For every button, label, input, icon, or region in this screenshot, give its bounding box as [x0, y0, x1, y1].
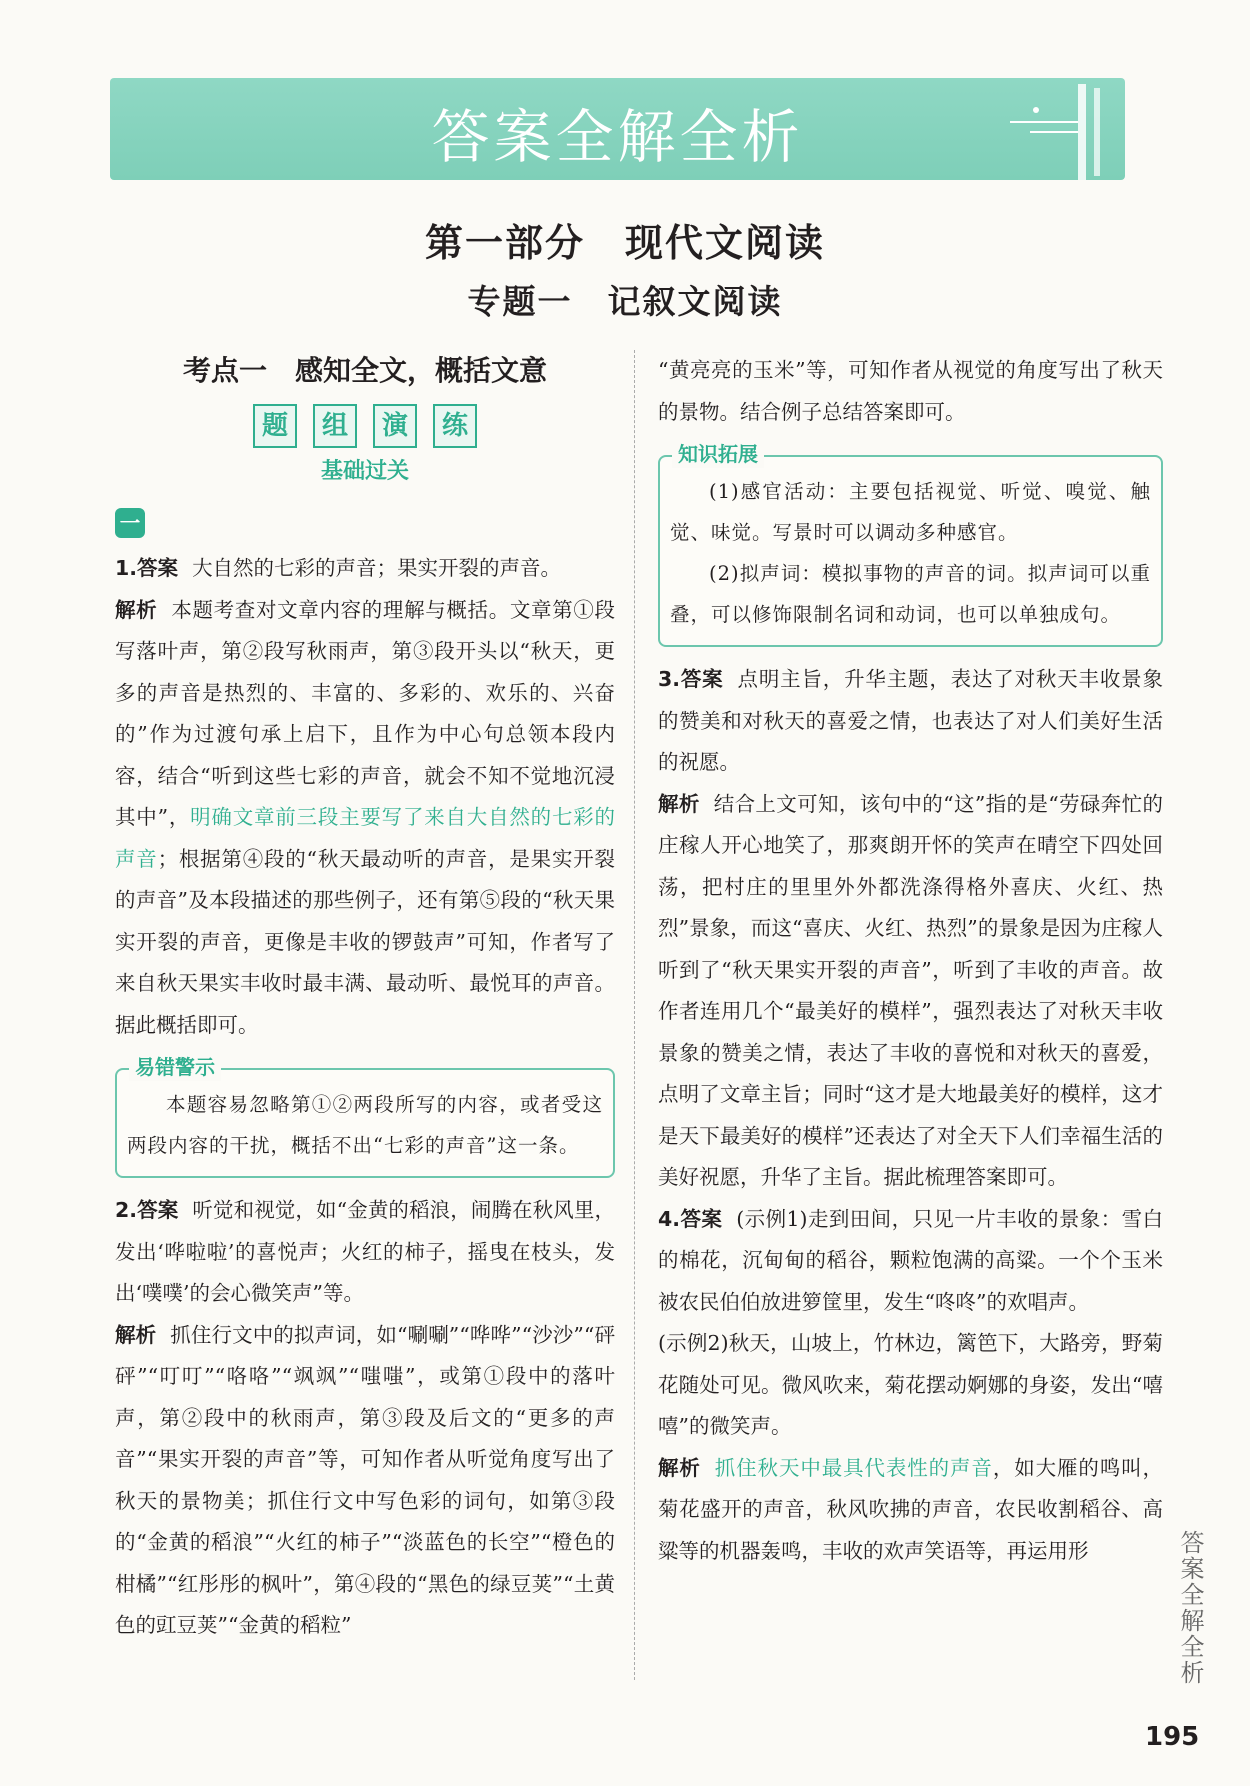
knowledge-item: (1)感官活动：主要包括视觉、听觉、嗅觉、触觉、味觉。写景时可以调动多种感官。 — [670, 480, 1151, 544]
q3-label: 3.答案 — [658, 667, 724, 691]
left-column — [115, 350, 615, 1647]
knowledge-tag: 知识拓展 — [672, 440, 764, 468]
group-char: 组 — [313, 404, 357, 448]
q4-label: 4.答案 — [658, 1206, 723, 1231]
q2-analysis-continued: “黄亮亮的玉米”等，可知作者从视觉的角度写出了秋天的景物。结合例子总结答案即可。 — [658, 358, 1163, 424]
bamboo-decoration-icon — [1000, 82, 1120, 182]
right-column — [658, 350, 1163, 1572]
page-number: 195 — [1145, 1722, 1200, 1752]
highlight-text: 抓住秋天中最具代表性的声音 — [714, 1455, 993, 1480]
highlight-text: 明确文章前三段主要写了来自大自然的七彩的声音 — [115, 805, 616, 871]
analysis-label: 解析 — [115, 597, 158, 622]
group-char: 题 — [253, 404, 297, 448]
q4-answer-example2: (示例2)秋天，山坡上，竹林边，篱笆下，大路旁，野菊花随处可见。微风吹来，菊花摆动婀娜的身姿，发出“嘻嘻”的微笑声。 — [658, 1331, 1163, 1438]
q1-label: 1.答案 — [115, 556, 179, 580]
group-practice-badge — [115, 404, 615, 448]
q3-answer: 3.答案 点明主旨，升华主题，表达了对秋天丰收景象的赞美和对秋天的喜爱之情，也表达了对人们美好生活的祝愿。 — [658, 667, 1163, 774]
basic-level-heading: 基础过关 — [320, 459, 409, 484]
banner-title: 答案全解全析 — [431, 103, 804, 171]
q1-answer: 1.答案 大自然的七彩的声音；果实开裂的声音。 — [115, 556, 562, 580]
q4-analysis: 解析 抓住秋天中最具代表性的声音，如大雁的鸣叫，菊花盛开的声音，秋风吹拂的声音，农民收割稻谷、高粱等的机器轰鸣，丰收的欢声笑语等，再运用形 — [658, 1455, 1164, 1563]
warning-text: 本题容易忽略第①②两段所写的内容，或者受这两段内容的干扰，概括不出“七彩的声音”这一条。 — [127, 1093, 603, 1157]
q1-analysis: 解析 本题考查对文章内容的理解与概括。文章第①段写落叶声，第②段写秋雨声，第③段开头以“秋天，更多的声音是热烈的、丰富的、多彩的、欢乐的、兴奋的”作为过渡句承上启下，且作为中心句总领本段内容，结合“听到这些七彩的声音，就会不知不觉地沉浸其中”，明确文章前三段主要写了来自大自然的七彩的声音；根据第④段的“秋天最动听的声音，是果实开裂的声音”及本段描述的那些例子，还有第⑤段的“秋天果实开裂的声音，更像是丰收的锣鼓声”可知，作者写了来自秋天果实丰收时最丰满、最动听、最悦耳的声音。据此概括即可。 — [115, 597, 616, 1037]
q2-answer: 2.答案 听觉和视觉，如“金黄的稻浪，闹腾在秋风里，发出‘哗啦啦’的喜悦声；火红的柿子，摇曳在枝头，发出‘噗噗’的会心微笑声”等。 — [115, 1198, 615, 1305]
warning-tag: 易错警示 — [129, 1053, 221, 1081]
analysis-label: 解析 — [115, 1322, 157, 1347]
group-char: 演 — [373, 404, 417, 448]
knowledge-box — [658, 442, 1163, 647]
q4-answer: 4.答案 (示例1)走到田间，只见一片丰收的景象：雪白的棉花，沉甸甸的稻谷，颗粒饱满的高粱。一个个玉米被农民伯伯放进箩筐里，发生“咚咚”的欢唱声。 — [658, 1206, 1163, 1314]
warning-box — [115, 1055, 615, 1178]
q3-analysis: 解析 结合上文可知，该句中的“这”指的是“劳碌奔忙的庄稼人开心地笑了，那爽朗开怀的笑声在晴空下四处回荡，把村庄的里里外外都洗涤得格外喜庆、火红、热烈”景象，而这“喜庆、火红、热烈”的景象是因为庄稼人听到了“秋天果实开裂的声音”，听到了丰收的声音。故作者连用几个“最美好的模样”，强烈表达了对秋天丰收景象的赞美之情，表达了丰收的喜悦和对秋天的喜爱，点明了文章主旨；同时“这才是大地最美好的模样，这才是天下最美好的模样”还表达了对全天下人们幸福生活的美好祝愿，升华了主旨。据此梳理答案即可。 — [658, 791, 1163, 1189]
knowledge-item: (2)拟声词：模拟事物的声音的词。拟声词可以重叠，可以修饰限制名词和动词，也可以单独成句。 — [670, 562, 1151, 626]
analysis-label: 解析 — [658, 791, 700, 816]
topic-title: 专题一 记叙文阅读 — [467, 282, 783, 321]
kaodian-title: 考点一 感知全文，概括文意 — [182, 354, 547, 387]
column-divider — [634, 350, 635, 1680]
q2-analysis: 解析 抓住行文中的拟声词，如“唰唰”“哗哗”“沙沙”“砰砰”“叮叮”“咯咯”“飒飒”“嗤嗤”，或第①段中的落叶声，第②段中的秋雨声，第③段及后文的“更多的声音”“果实开裂的声音”等，可知作者从听觉角度写出了秋天的景物美；抓住行文中写色彩的词句，如第③段的“金黄的稻浪”“火红的柿子”“淡蓝色的长空”“橙色的柑橘”“红彤彤的枫叶”，第④段的“黑色的绿豆荚”“土黄色的豇豆荚”“金黄的稻粒” — [115, 1322, 615, 1637]
q2-label: 2.答案 — [115, 1198, 179, 1222]
analysis-label: 解析 — [658, 1455, 701, 1480]
section-mark: 一 — [115, 508, 145, 538]
group-char: 练 — [433, 404, 477, 448]
part-title: 第一部分 现代文阅读 — [424, 220, 825, 265]
side-label: 答案全解全析 — [1176, 1530, 1204, 1686]
